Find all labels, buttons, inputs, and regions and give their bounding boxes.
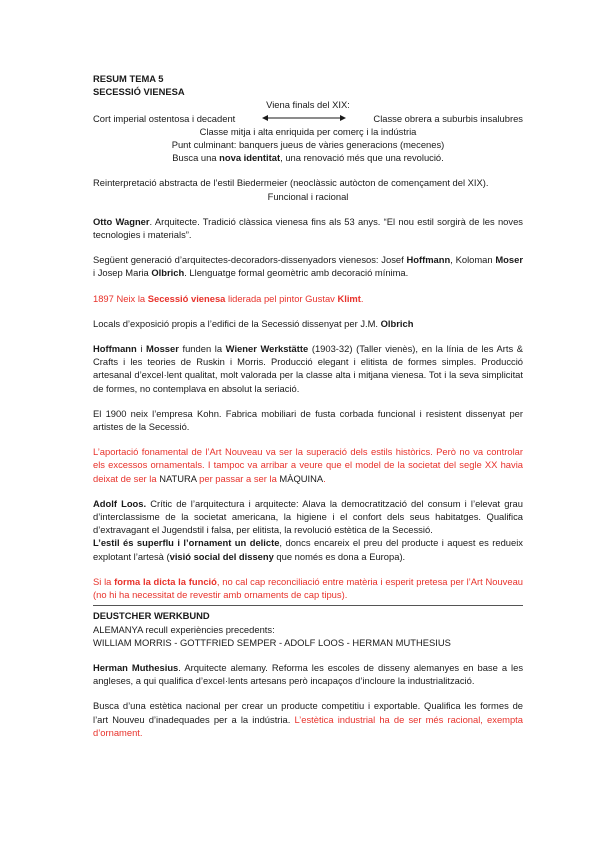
forma-text-2: , no cal cap reconciliació entre matèria i esperit pretesa per l’Art Nouveau (no hi ha necessitat de revestir amb ornaments de cap tipus).: [93, 575, 524, 601]
nextgen-text-1: Següent generació d’arquitectes-decoradors-dissenyadors vienesos: Josef: [93, 254, 407, 266]
y1897-text-3: .: [360, 292, 364, 304]
artnouveau-natura: NATURA: [159, 472, 197, 484]
vienna-line-3-bold: nova identitat: [219, 152, 281, 164]
doc-title: RESUM TEMA 5: [93, 73, 164, 84]
vienna-line-1: Classe mitja i alta enriquida per comerç i la indústria: [199, 125, 417, 137]
nextgen-olbrich: Olbrich: [151, 267, 185, 279]
form-function-paragraph: [93, 575, 523, 601]
art-nouveau-paragraph: [93, 445, 523, 485]
locals-olbrich: Olbrich: [380, 317, 414, 329]
estetica-paragraph: [93, 699, 523, 739]
loos-text-2: , doncs encareix el preu del producte i aquest es redueix explotant l’artesà (: [93, 537, 523, 562]
werkbund-line-2: WILLIAM MORRIS - GOTTFRIED SEMPER - ADOLF LOOS - HERMAN MUTHESIUS: [93, 636, 451, 648]
doc-subtitle: SECESSIÓ VIENESA: [93, 86, 185, 98]
vienna-line-3-post: , una renovació més que una revolució.: [280, 152, 444, 164]
werkstatte-paragraph: [93, 342, 523, 395]
nextgen-hoffmann: Hoffmann: [406, 254, 451, 266]
loos-paragraph: [93, 497, 523, 563]
werkstatte-name: Wiener Werkstätte: [225, 343, 309, 355]
werkstatte-hoffmann: Hoffmann: [93, 343, 137, 355]
y1897-text-2: liderada pel pintor Gustav: [225, 292, 338, 304]
forma-bold: forma la dicta la funció: [114, 575, 217, 587]
artnouveau-text-2: per passar a ser la: [196, 472, 280, 484]
wagner-paragraph: [93, 215, 523, 241]
nextgen-moser: Moser: [495, 254, 523, 266]
werkbund-title: DEUSTCHER WERKBUND: [93, 610, 210, 622]
kohn-paragraph: El 1900 neix l’empresa Kohn. Fabrica mobiliari de fusta corbada funcional i resistent dissenyat per artistes de la Secessió.: [93, 407, 523, 433]
muthesius-text: . Arquitecte alemany. Reforma les escoles de disseny alemanyes en base a les angleses, a qui qualifica d’excel·lents artesans però incapaços d’incloure la industrialització.: [93, 661, 524, 687]
y1897-secession: Secessió vienesa: [147, 292, 226, 304]
document-page: [93, 72, 523, 739]
y1897-klimt: Klimt: [337, 292, 361, 304]
estetica-red-text: L’estètica industrial ha de ser més racional, exempta d’ornament.: [93, 713, 524, 738]
nextgen-text-4: . Llenguatge formal geomètric amb decoració mínima.: [184, 267, 409, 279]
vienna-line-3: [93, 151, 523, 164]
nextgen-paragraph: [93, 253, 523, 279]
locals-paragraph: [93, 317, 523, 330]
loos-ornament-crime: L’estil és superflu i l’ornament un delicte: [93, 537, 280, 549]
nextgen-text-2: , Koloman: [450, 254, 496, 266]
loos-text-3: que només es dona a Europa).: [273, 550, 406, 562]
artnouveau-text-1: L’aportació fonamental de l’Art Nouveau va ser la superació dels estils històrics. Però no va controlar els excessos ornamentals. I tampoc va arribar a veure que el model de la societat del segle XX havia deixat de ser la: [93, 446, 523, 484]
vienna-right-text: Classe obrera a suburbis insalubres: [373, 112, 523, 124]
werkstatte-text-1: i: [136, 343, 147, 355]
werkstatte-text-3: (1903-32) (Taller vienès), en la línia de les Arts & Crafts i les teories de Ruskin i Morris. Producció elegant i elitista de formes simples. Producció artesanal d’excel·lent qualitat, molt valorada per la classe alta i mitjana vienesa. Tot i la seva simplicitat de formes, no contemplava en absolut la seriació.: [93, 343, 523, 394]
werkbund-line-1: ALEMANYA recull experiències precedents:: [93, 623, 275, 635]
reinterp-line-1: Reinterpretació abstracta de l’estil Biedermeier (neoclàssic autòcton de començament del XIX).: [93, 177, 489, 189]
nextgen-text-3: i Josep Maria: [93, 267, 152, 279]
locals-text: Locals d’exposició propis a l’edifici de la Secessió dissenyat per J.M.: [93, 317, 381, 329]
loos-text-1: Crític de l’arquitectura i arquitecte: Alava la democratització del consum i l’elevat grau d’interclassisme de la societat americana, la higiene i el confort dels seus habitatges. Qualifica d’extravagant el Jugendstil i falsa, per elitista, la revolució estètica de la Secessió.: [93, 497, 523, 536]
muthesius-name: Herman Muthesius: [93, 661, 179, 673]
y1897-text-1: 1897 Neix la: [93, 292, 148, 304]
secession-1897-paragraph: [93, 292, 523, 305]
werkstatte-mosser: Mosser: [146, 343, 179, 355]
artnouveau-text-3: .: [323, 472, 326, 484]
werkstatte-text-2: funden la: [178, 343, 226, 355]
vienna-line-3-pre: Busca una: [172, 152, 220, 164]
artnouveau-maquina: MÀQUINA: [279, 472, 324, 484]
vienna-contrast-row: [93, 112, 523, 125]
vienna-line-2: Punt culminant: banquers jueus de vàries generacions (mecenes): [171, 139, 445, 151]
wagner-text: . Arquitecte. Tradició clàssica vienesa fins als 53 anys. “El nou estil sorgirà de les noves tecnologies i materials”.: [93, 215, 523, 241]
estetica-text: Busca d’una estètica nacional per crear un producte competitiu i exportable. Qualifica les formes de l’art Nouveu d’inadequades per a la indústria.: [93, 700, 523, 725]
double-arrow-icon: [262, 114, 346, 122]
reinterp-line-2: Funcional i racional: [267, 190, 349, 202]
wagner-name: Otto Wagner: [93, 215, 150, 227]
vienna-heading: Viena finals del XIX:: [266, 99, 350, 111]
muthesius-paragraph: [93, 661, 523, 687]
forma-text-1: Si la: [93, 575, 115, 587]
vienna-left-text: Cort imperial ostentosa i decadent: [93, 112, 236, 124]
loos-social-vision: visió social del disseny: [169, 550, 274, 562]
loos-name: Adolf Loos.: [93, 497, 147, 509]
section-divider: [93, 605, 523, 606]
